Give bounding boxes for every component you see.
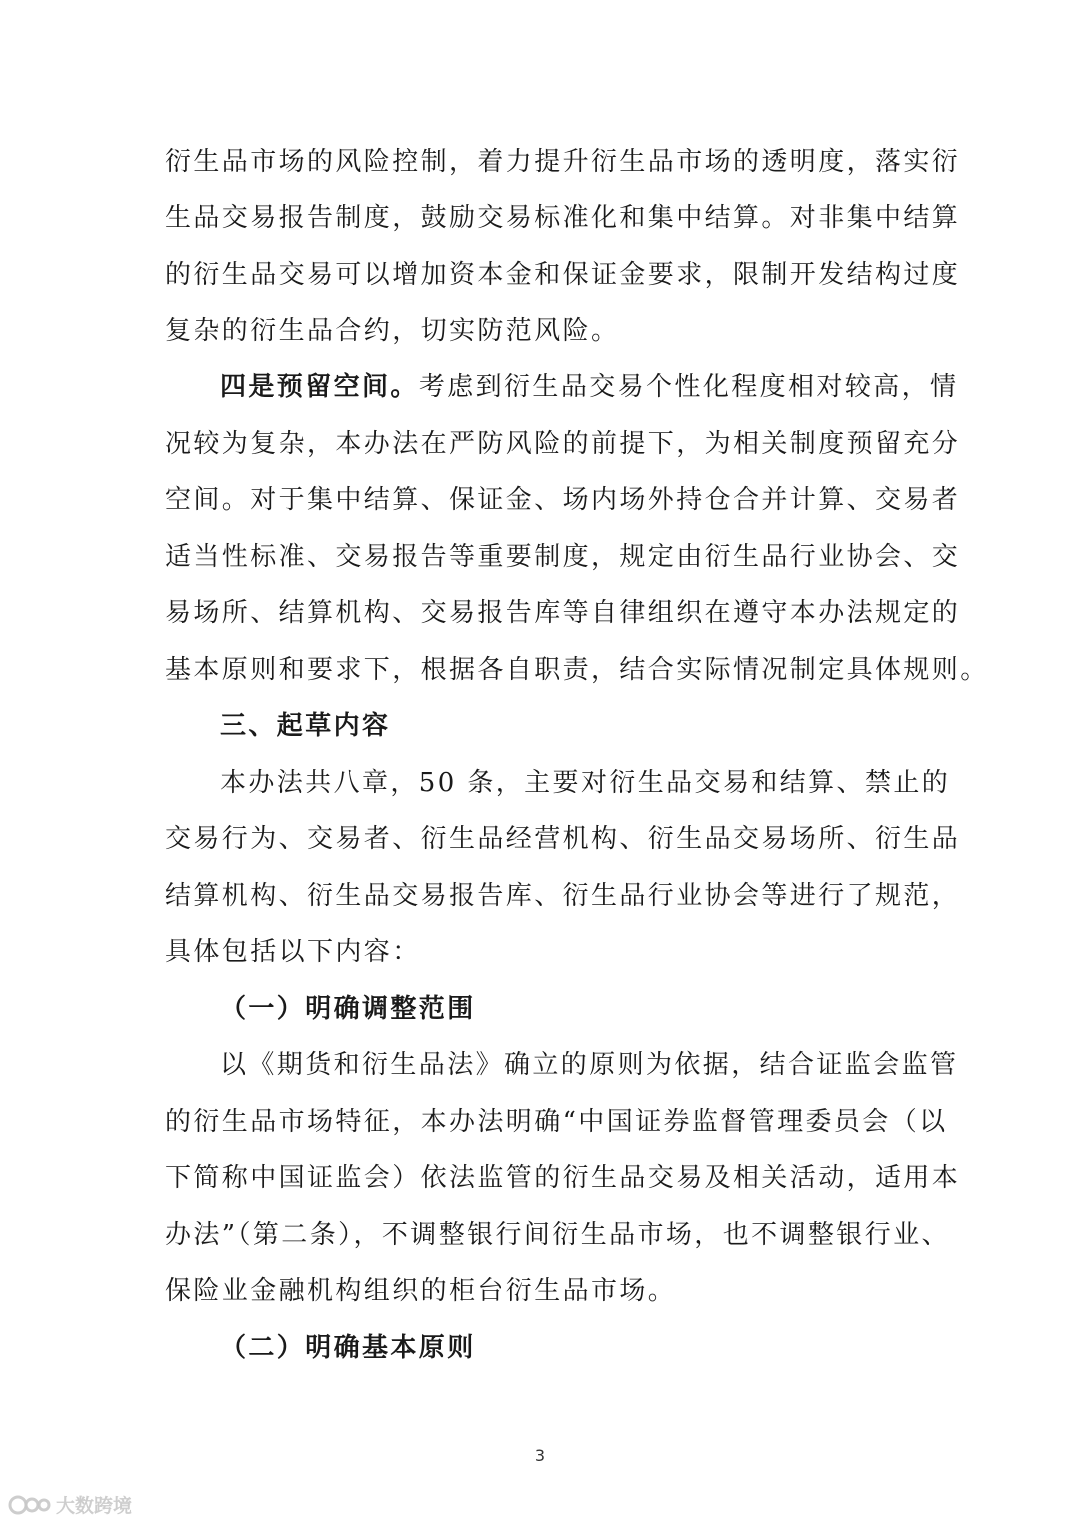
watermark [8, 1491, 132, 1518]
body-line: 复杂的衍生品合约，切实防范风险。 [165, 316, 620, 346]
body-line: 具体包括以下内容： [165, 937, 421, 967]
paragraph-four-first-line [220, 370, 958, 404]
body-line: 交易行为、交易者、衍生品经营机构、衍生品交易场所、衍生品 [165, 824, 961, 854]
body-line: 办法”（第二条），不调整银行间衍生品市场，也不调整银行业、 [165, 1220, 950, 1250]
paragraph-four-lead: 四是预留空间。 [220, 372, 419, 402]
body-line: 下简称中国证监会）依法监管的衍生品交易及相关活动，适用本 [165, 1163, 961, 1193]
body-line: 适当性标准、交易报告等重要制度，规定由衍生品行业协会、交 [165, 542, 961, 572]
section-heading: 三、起草内容 [220, 711, 391, 741]
subsection-heading: （一）明确调整范围 [220, 994, 476, 1024]
subsection-heading: （二）明确基本原则 [220, 1333, 476, 1363]
body-line: 保险业金融机构组织的柜台衍生品市场。 [165, 1276, 677, 1306]
body-line: 的衍生品市场特征，本办法明确“中国证券监督管理委员会（以 [165, 1107, 948, 1137]
page-number: 3 [534, 1446, 546, 1465]
body-line: 易场所、结算机构、交易报告库等自律组织在遵守本办法规定的 [165, 598, 961, 628]
body-line: 生品交易报告制度，鼓励交易标准化和集中结算。对非集中结算 [165, 203, 961, 233]
body-line: 以《期货和衍生品法》确立的原则为依据，结合证监会监管 [220, 1050, 959, 1080]
watermark-text: 大数跨境 [56, 1495, 133, 1517]
body-line: 的衍生品交易可以增加资本金和保证金要求，限制开发结构过度 [165, 260, 961, 290]
paragraph-four-text: 考虑到衍生品交易个性化程度相对较高，情 [418, 372, 959, 402]
watermark-logo-icon [8, 1492, 52, 1518]
body-line: 衍生品市场的风险控制，着力提升衍生品市场的透明度，落实衍 [165, 147, 961, 177]
body-line: 本办法共八章，50 条，主要对衍生品交易和结算、禁止的 [220, 768, 951, 798]
body-line: 空间。对于集中结算、保证金、场内场外持仓合并计算、交易者 [165, 485, 961, 515]
body-line: 基本原则和要求下，根据各自职责，结合实际情况制定具体规则。 [165, 655, 989, 685]
body-line: 结算机构、衍生品交易报告库、衍生品行业协会等进行了规范， [165, 881, 961, 911]
body-line: 况较为复杂，本办法在严防风险的前提下，为相关制度预留充分 [165, 429, 961, 459]
